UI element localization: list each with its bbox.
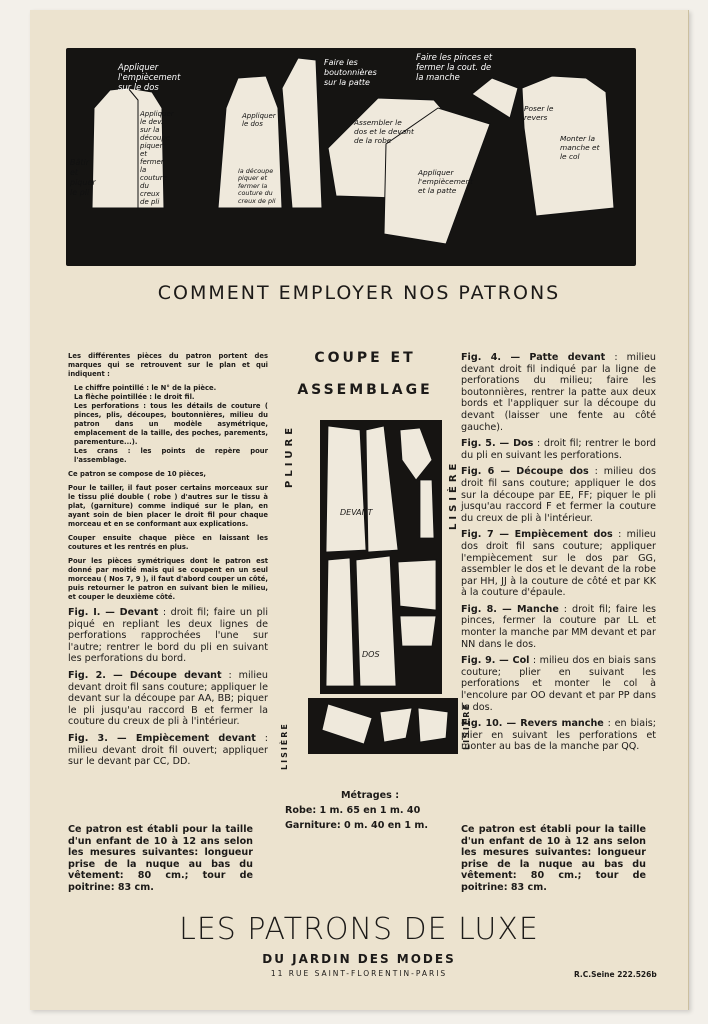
fig-8-title: Fig. 8. — Manche: [461, 603, 559, 615]
fig-8: [461, 604, 656, 650]
cut-pieces-text: Couper ensuite chaque pièce en laissant les coutures et les rentrés en plus.: [68, 534, 268, 551]
fig-7: [461, 529, 656, 599]
trim-pieces: [308, 698, 458, 754]
fig-5-text: : droit fil; rentrer le bord du pli en suivant les perforations.: [461, 438, 656, 461]
cutting-layout-diagram: [320, 420, 442, 694]
registration-number: R.C.Seine 222.526b: [574, 970, 657, 979]
cutting-layout-trim-diagram: [308, 698, 458, 754]
fig-9-text: : milieu dos en biais sans couture; plier en suivant les perforations et monter le col à l'encolure par OO devant et par PP dans le dos.: [461, 655, 656, 713]
instruction-3: Appliquer le dos: [242, 112, 276, 128]
pliure-label: PLIURE: [284, 423, 295, 488]
instructions-right-column: [461, 352, 656, 758]
lisiere-label-bottom-right: LISIÈRE: [462, 702, 471, 750]
brand-subtitle: DU JARDIN DES MODES: [262, 952, 456, 966]
instruction-8: Appliquer l'empiècement et la patte: [418, 168, 474, 195]
devant-label: DEVANT: [340, 508, 373, 517]
pieces-count: Ce patron se compose de 10 pièces,: [68, 470, 206, 478]
instruction-10: Monter la manche et le col: [560, 134, 600, 161]
symmetric-text: Pour les pièces symétriques dont le patron est donné par moitié mais qui se coupent en un seul morceau ( Nos 7, 9 ), il faut d'abord couper un côté, puis retourner le patron en suivant bien le milieu, et couper le deuxième côté.: [68, 557, 268, 601]
instruction-4: la découpe piquer et fermer la couture du creux de pli: [238, 167, 276, 205]
pattern-sheet: [30, 10, 689, 1010]
fig-3: [68, 733, 268, 768]
assembly-illustration-banner: [66, 48, 636, 266]
fig-6-title: Fig. 6 — Découpe dos: [461, 466, 589, 478]
section-title-line1: COUPE ET: [314, 350, 416, 366]
cutting-layout-pieces: [320, 420, 442, 694]
cutting-text: Pour le tailler, il faut poser certains morceaux sur le tissu plié double ( robe ) d'autres sur le tissu à plat, (garniture) comme indiqué sur le plan, en ayant soin de bien placer le droit fil pour chaque morceau et en se conformant aux explications.: [68, 484, 268, 528]
fig-4-title: Fig. 4. — Patte devant: [461, 352, 606, 363]
fig-1-text: : droit fil; faire un pli piqué en repliant les deux lignes de perforations rapprochées l'une sur l'autre; rentrer le bord du pli en suivant les perforations du bord.: [68, 607, 269, 665]
metrages-title: Métrages :: [340, 790, 400, 801]
fig-3-text: : milieu devant droit fil ouvert; appliquer sur le devant par CC, DD.: [68, 732, 268, 768]
fig-1: [68, 607, 268, 665]
fig-7-text: : milieu dos droit fil sans couture; appliquer l'empiècement sur le dos par GG, assembler le dos et le devant de la robe par HH, JJ à la couture de côté et par KK à la couture d'épaule.: [461, 529, 656, 599]
fabric-requirements: [285, 788, 455, 833]
instruction-5: Faire les boutonnières sur la patte: [324, 58, 377, 87]
fig-9: [461, 655, 656, 713]
fig-2-title: Fig. 2. — Découpe devant: [68, 669, 222, 681]
fig-10-text: : en biais; plier en suivant les perforations et monter au bas de la manche par QQ.: [461, 718, 656, 753]
fig-2-text: : milieu devant droit fil sans couture; appliquer le devant sur la découpe par AA, BB; piquer le pli jusqu'au raccord B et fermer la couture du creux de pli à l'intérieur.: [68, 669, 268, 728]
instruction-6: Faire les pinces et fermer la cout. de la manche: [416, 52, 493, 82]
size-note-right: Ce patron est établi pour la taille d'un enfant de 10 à 12 ans selon les mesures suivantes: longueur prise de la nuque au bas du vêtement: 80 cm.; tour de poitrine: 83 cm.: [461, 824, 646, 893]
section-title-line2: ASSEMBLAGE: [297, 382, 433, 398]
lisiere-label-right: LISIÈRE: [448, 459, 459, 530]
fig-1-title: Fig. I. — Devant: [68, 607, 159, 618]
instruction-2: Appliquer le dev. sur la découpe piquer et fermer la couture du creux de pli: [140, 110, 174, 206]
fig-10: [461, 718, 656, 753]
mark-2: Les perforations : tous les détails de couture ( pinces, plis, découpes, boutonnières, milieu du patron dans un modèle asymétrique, emplacement de la taille, des poches, parements, parementure...).: [74, 402, 268, 446]
page-title: COMMENT EMPLOYER NOS PATRONS: [157, 282, 561, 304]
brand-address: 11 RUE SAINT-FLORENTIN-PARIS: [270, 969, 448, 978]
instruction-0: Bâtir et piquer le pli: [70, 158, 96, 197]
fig-9-title: Fig. 9. — Col: [461, 655, 530, 667]
fig-4: [461, 352, 656, 433]
fig-4-text: : milieu devant droit fil indiqué par la ligne de perforations du milieu; faire les boutonnières, rentrer la patte aux deux bords et l'appliquer sur la découpe du devant (laisser une fente au côté gauche).: [461, 352, 656, 433]
brand-name: LES PATRONS DE LUXE: [179, 912, 539, 947]
fig-6: [461, 466, 656, 524]
fig-5-title: Fig. 5. — Dos: [461, 438, 534, 450]
fig-5: [461, 438, 656, 461]
fig-10-title: Fig. 10. — Revers manche: [461, 718, 604, 730]
metrages-garniture: Garniture: 0 m. 40 en 1 m.: [285, 820, 429, 831]
fig-7-title: Fig. 7 — Empiècement dos: [461, 529, 613, 541]
fig-6-text: : milieu dos droit fil sans couture; appliquer le dos sur la découpe par EE, FF; piquer le pli jusqu'au raccord F et fermer la couture du creux de pli à l'intérieur.: [461, 466, 657, 524]
mark-3: Les crans : les points de repère pour l'assemblage.: [74, 447, 268, 464]
intro-text: Les différentes pièces du patron portent des marques qui se retrouvent sur le plan et qui indiquent :: [68, 352, 268, 378]
fig-3-title: Fig. 3. — Empiècement devant: [68, 732, 256, 744]
metrages-robe: Robe: 1 m. 65 en 1 m. 40: [285, 805, 421, 816]
lisiere-label-bottom-left: LISIÈRE: [280, 722, 289, 770]
dos-label: DOS: [362, 650, 380, 659]
fig-8-text: : droit fil; faire les pinces, fermer la couture par LL et monter la manche par MM devant et par NN dans le dos.: [461, 603, 656, 650]
instruction-1: Appliquer l'empiècement sur le dos: [118, 62, 181, 92]
fig-2: [68, 670, 268, 728]
size-note-left: Ce patron est établi pour la taille d'un enfant de 10 à 12 ans selon les mesures suivantes: longueur prise de la nuque au bas du vêtement: 80 cm.; tour de poitrine: 83 cm.: [68, 824, 253, 893]
mark-0: Le chiffre pointillé : le N° de la pièce.: [74, 384, 217, 392]
instruction-7: Assembler le dos et le devant de la robe: [354, 118, 414, 145]
mark-1: La flèche pointillée : le droit fil.: [74, 393, 195, 401]
instruction-9: Poser le revers: [524, 104, 554, 122]
instructions-left-column: [68, 352, 268, 773]
